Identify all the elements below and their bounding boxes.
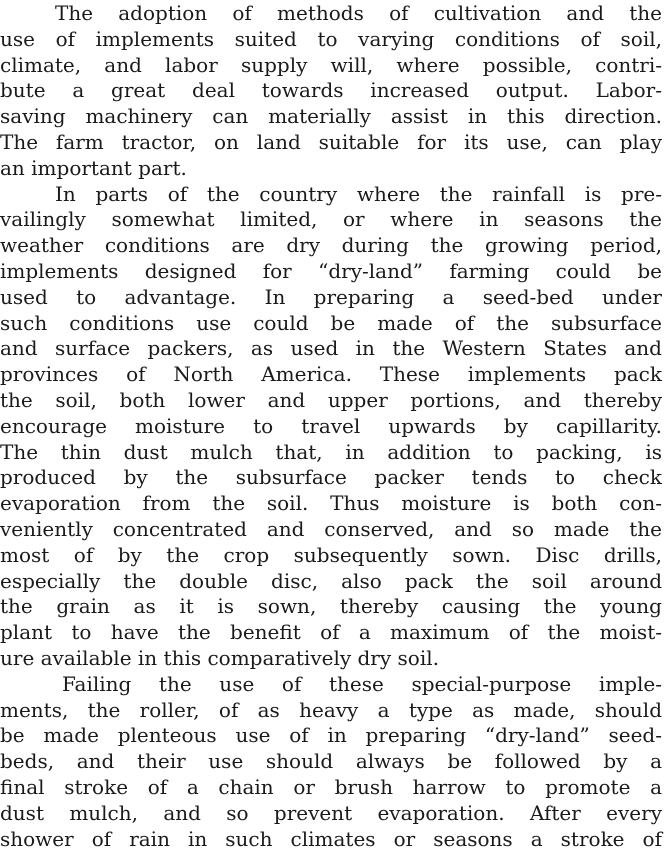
text-line: climate, and labor supply will, where possible, contri- bbox=[0, 52, 662, 77]
text-line: The adoption of methods of cultivation and the bbox=[55, 1, 662, 25]
text-line: most of by the crop subsequently sown. Disc drills, bbox=[0, 542, 662, 567]
text-line: provinces of North America. These implements pack bbox=[0, 362, 662, 387]
text-line: The thin dust mulch that, in addition to packing, is bbox=[0, 439, 662, 464]
text-line: The farm tractor, on land suitable for its use, can play bbox=[0, 130, 662, 154]
text-line: In parts of the country where the rainfall is pre- bbox=[55, 181, 662, 206]
text-line: Failing the use of these special-purpose imple- bbox=[62, 671, 662, 696]
text-line: ure available in this comparatively dry soil. bbox=[0, 646, 439, 670]
text-line: beds, and their use should always be followed by a bbox=[0, 749, 662, 774]
text-line: and surface packers, as used in the Western States and bbox=[0, 336, 662, 361]
text-line: shower of rain in such climates or seasons a stroke of bbox=[0, 826, 662, 851]
text-line: the soil, both lower and upper portions, and thereby bbox=[0, 388, 662, 412]
text-line: encourage moisture to travel upwards by capillarity. bbox=[0, 413, 662, 438]
text-line: use of implements suited to varying conditions of soil, bbox=[0, 26, 662, 51]
text-line: ments, the roller, of as heavy a type as made, should bbox=[0, 697, 662, 722]
text-line: the grain as it is sown, thereby causing the young bbox=[0, 594, 662, 619]
text-line: plant to have the benefit of a maximum of the moist- bbox=[0, 620, 662, 645]
text-line: final stroke of a chain or brush harrow to promote a bbox=[0, 775, 662, 799]
text-line: especially the double disc, also pack the soil around bbox=[0, 568, 662, 593]
text-line: used to advantage. In preparing a seed-bed under bbox=[0, 284, 662, 309]
text-line: produced by the subsurface packer tends to check bbox=[0, 465, 662, 490]
text-line: be made plenteous use of in preparing “dry-land” seed- bbox=[0, 723, 662, 748]
text-line: weather conditions are dry during the growing period, bbox=[0, 233, 662, 258]
text-line: an important part. bbox=[0, 155, 187, 180]
text-line: evaporation from the soil. Thus moisture is both con- bbox=[0, 491, 662, 516]
text-line: vailingly somewhat limited, or where in seasons the bbox=[0, 207, 662, 232]
text-line: veniently concentrated and conserved, and so made the bbox=[0, 517, 662, 541]
text-line: bute a great deal towards increased output. Labor- bbox=[0, 78, 662, 103]
text-line: such conditions use could be made of the subsurface bbox=[0, 310, 662, 335]
text-line: dust mulch, and so prevent evaporation. After every bbox=[0, 800, 662, 825]
text-line: saving machinery can materially assist in this direction. bbox=[0, 104, 662, 129]
text-line: implements designed for “dry-land” farming could be bbox=[0, 259, 662, 283]
